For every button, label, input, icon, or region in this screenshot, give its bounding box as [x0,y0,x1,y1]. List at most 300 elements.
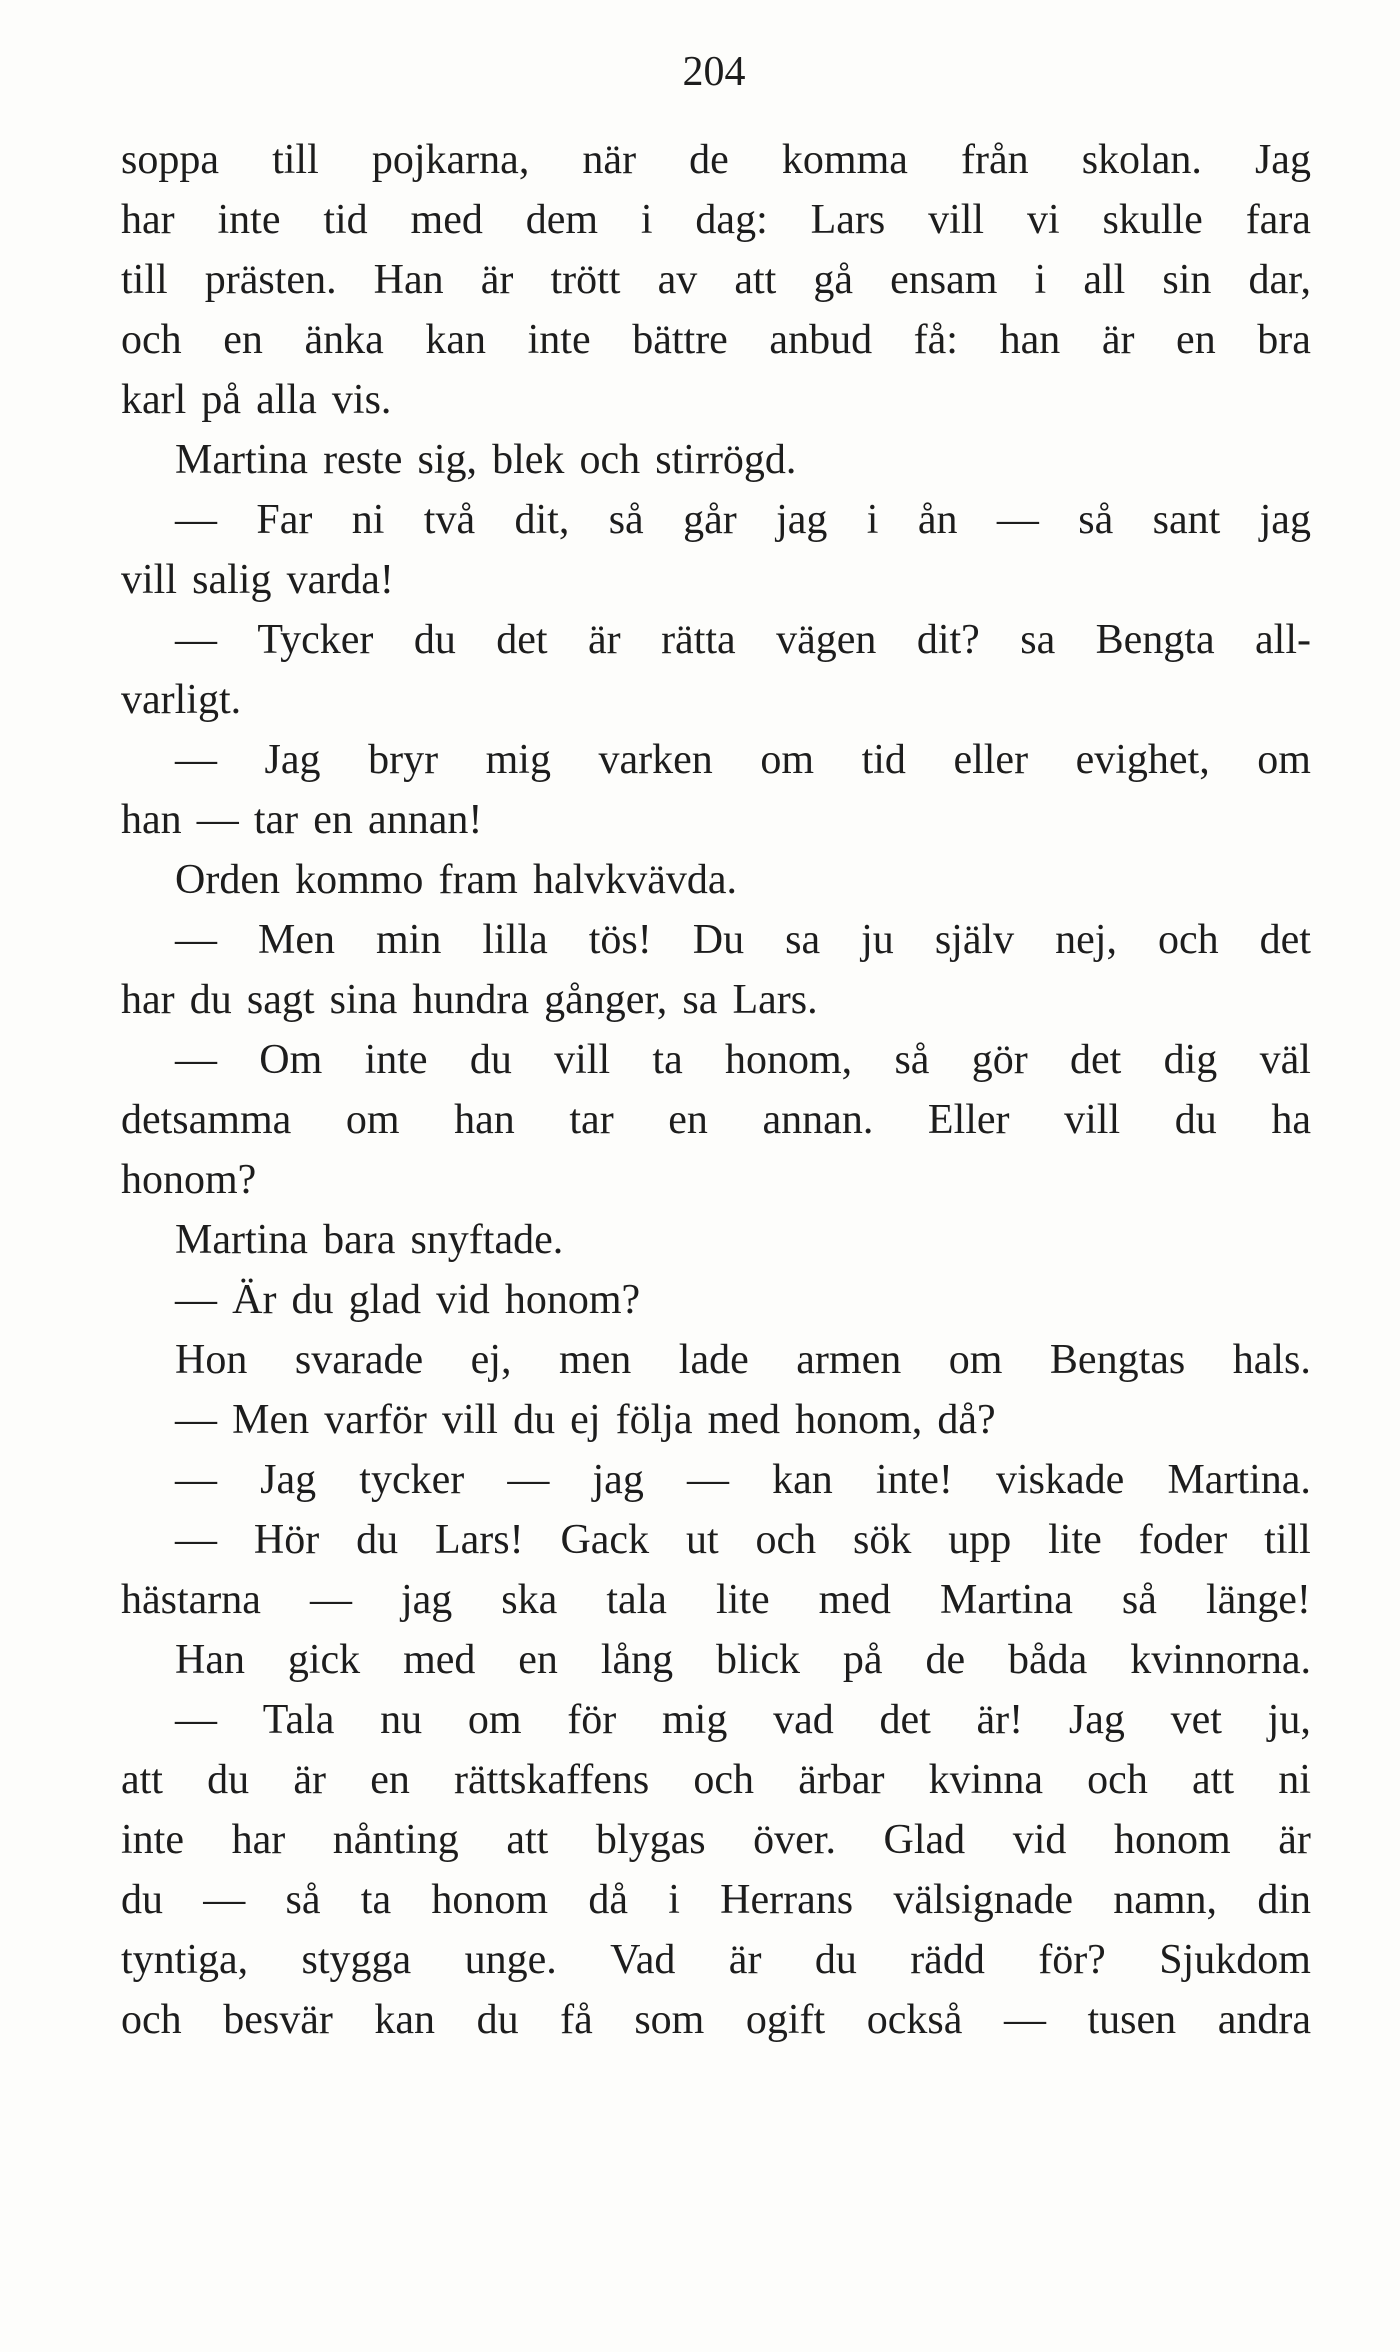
word: min [376,917,442,963]
word: ni [1278,1757,1311,1803]
text-line [121,1270,1311,1330]
word: Vad [610,1937,676,1983]
word: Jag [260,1457,317,1503]
word: vill [441,1397,498,1443]
word: hästarna [121,1577,261,1623]
word: Gack [560,1517,650,1563]
word: Eller [927,1097,1010,1143]
word: lite [715,1577,770,1623]
word: armen [796,1337,902,1383]
word: anbud [769,317,873,363]
word: om [760,737,815,783]
word: och [693,1757,755,1803]
text-line [121,670,1311,730]
text-line [121,1390,1311,1450]
word: fram [438,857,518,903]
word: ån [917,497,958,543]
word: — [175,917,217,963]
word: fara [1245,197,1311,243]
word: Martina [175,1217,308,1263]
word: tyntiga, [121,1937,249,1983]
word: du [1174,1097,1217,1143]
word: lade [678,1337,749,1383]
word: Martina [175,437,308,483]
word: Jag [1068,1697,1125,1743]
text-line [121,1090,1311,1150]
word: Martina. [1167,1457,1311,1503]
word: och [1157,917,1219,963]
text-line [121,130,1311,190]
word: sök [853,1517,912,1563]
word: ta [652,1037,683,1083]
word: namn, [1113,1877,1218,1923]
word: viskade [996,1457,1125,1503]
word: upp [948,1517,1012,1563]
word: på [842,1637,883,1683]
word: annan! [368,797,483,843]
word: inte [364,1037,428,1083]
word: dit, [514,497,570,543]
word: har [121,977,175,1023]
word: blick [716,1637,801,1683]
word: vis. [331,377,392,423]
word: tar [569,1097,614,1143]
word: unge. [464,1937,557,1983]
word: ut [685,1517,719,1563]
word: sin [1162,257,1212,303]
word: det [1259,917,1311,963]
word: Hon [175,1337,248,1383]
text-line [121,910,1311,970]
word: sa [1020,617,1056,663]
word: Jag [264,737,321,783]
word: vill [1064,1097,1121,1143]
word: bara [323,1217,396,1263]
word: vid [1012,1817,1067,1863]
text-line [121,1870,1311,1930]
word: jag [776,497,828,543]
word: i [866,497,879,543]
word: Sjukdom [1159,1937,1311,1983]
word: bryr [368,737,439,783]
word: ta [360,1877,392,1923]
word: kvinnorna. [1130,1637,1311,1683]
word: rättskaffens [454,1757,650,1803]
word: dig [1163,1037,1218,1083]
word: få: [913,317,958,363]
word: varligt. [121,677,242,723]
word: själv [934,917,1015,963]
word: Är [232,1277,277,1323]
word: en [223,317,263,363]
word: till [1264,1517,1311,1563]
word: väl [1259,1037,1311,1083]
word: rädd [910,1937,985,1983]
word: Far [256,497,313,543]
word: hals. [1232,1337,1311,1383]
word: tid [323,197,368,243]
word: från [960,137,1029,183]
word: trött [550,257,621,303]
word: vid [436,1277,490,1323]
word: ha [1271,1097,1311,1143]
word: tala [606,1577,667,1623]
word: vet [1170,1697,1222,1743]
word: men [558,1337,632,1383]
word: till [272,137,319,183]
text-line [121,190,1311,250]
word: och [121,1997,182,2043]
word: med [403,1637,476,1683]
text-line [121,970,1311,1030]
word: — [309,1577,352,1623]
word: honom, [795,1397,923,1443]
word: kan [772,1457,833,1503]
word: Han [175,1637,245,1683]
word: du [476,1997,519,2043]
word: är [1101,317,1135,363]
word: — [175,617,217,663]
text-line [121,1930,1311,1990]
word: stygga [301,1937,412,1983]
word: med [410,197,483,243]
word: så [1121,1577,1157,1623]
word: två [423,497,476,543]
word: Tala [262,1697,335,1743]
word: det [879,1697,931,1743]
word: — [686,1457,729,1503]
word: och [755,1517,817,1563]
word: vi [1026,197,1060,243]
word: sant [1152,497,1221,543]
word: ärbar [798,1757,885,1803]
word: att [506,1817,549,1863]
text-line [121,250,1311,310]
text-line [121,1330,1311,1390]
text-line [121,1570,1311,1630]
word: ej, [470,1337,512,1383]
text-line [121,550,1311,610]
word: du [207,1757,250,1803]
word: följa [615,1397,693,1443]
word: ska [501,1577,558,1623]
word: dit? [916,617,980,663]
word: honom? [121,1157,257,1203]
word: du [356,1517,399,1563]
word: snyftade. [410,1217,564,1263]
word: — [175,497,217,543]
word: varför [324,1397,427,1443]
text-line [121,1750,1311,1810]
word: mig [662,1697,728,1743]
word: då [588,1877,628,1923]
word: varda! [286,557,394,603]
word: om [1257,737,1311,783]
word: du [189,977,232,1023]
word: över. [753,1817,836,1863]
word: ej [570,1397,601,1443]
word: en [668,1097,708,1143]
word: mig [485,737,551,783]
word: Herrans [720,1877,854,1923]
text-line [121,430,1311,490]
word: så [1078,497,1114,543]
word: är [293,1757,326,1803]
word: Orden [175,857,280,903]
word: hundra [412,977,530,1023]
word: all [1083,257,1126,303]
word: har [121,197,175,243]
word: sina [329,977,398,1023]
word: pojkarna, [371,137,530,183]
word: detsamma [121,1097,292,1143]
word: en [370,1757,410,1803]
word: — [507,1457,550,1503]
word: sa [785,917,821,963]
word: lång [600,1637,674,1683]
word: jag [1259,497,1311,543]
word: inte [217,197,281,243]
word: ju [861,917,894,963]
word: nu [380,1697,423,1743]
word: och [1087,1757,1148,1803]
word: Lars. [732,977,818,1023]
word: få [560,1997,593,2043]
word: vad [773,1697,834,1743]
word: är [1278,1817,1311,1863]
word: rätta [661,617,736,663]
word: soppa [121,137,219,183]
word: så [894,1037,930,1083]
text-line [121,1210,1311,1270]
word: prästen. [204,257,337,303]
word: Han [373,257,444,303]
word: alla [256,377,317,423]
word: båda [1008,1637,1088,1683]
word: så [285,1877,321,1923]
word: nånting [332,1817,459,1863]
text-line [121,610,1311,670]
word: skulle [1102,197,1203,243]
word: besvär [223,1997,333,2043]
word: dem [525,197,599,243]
word: — [175,1037,217,1083]
word: i [1034,257,1047,303]
word: bättre [632,317,728,363]
text-line [121,730,1311,790]
word: — [175,1697,217,1743]
word: Tycker [257,617,374,663]
word: sagt [246,977,315,1023]
word: — [1003,1997,1046,2043]
word: ju, [1267,1697,1311,1743]
word: i [640,197,653,243]
word: änka [304,317,384,363]
word: han [454,1097,515,1143]
word: inte! [875,1457,953,1503]
word: — [175,1277,217,1323]
word: du [121,1877,163,1923]
word: du [469,1037,512,1083]
word: inte [527,317,591,363]
text-line [121,1450,1311,1510]
text-line [121,1030,1311,1090]
word: de [925,1637,966,1683]
word: Men [258,917,336,963]
word: Lars [810,197,886,243]
text-line [121,790,1311,850]
word: en [313,797,353,843]
word: det [496,617,548,663]
word: du [513,1397,556,1443]
word: vill [554,1037,611,1083]
word: — [203,1877,246,1923]
word: är! [976,1697,1024,1743]
word: stirrögd. [655,437,797,483]
text-line [121,1690,1311,1750]
word: är [588,617,621,663]
word: du [814,1937,857,1983]
word: Bengta [1095,617,1215,663]
word: har [231,1817,286,1863]
word: lilla [482,917,548,963]
word: Men [232,1397,310,1443]
word: bra [1257,317,1311,363]
word: sig, [417,437,477,483]
word: Hör [253,1517,320,1563]
word: tycker [359,1457,465,1503]
word: om [467,1697,522,1743]
word: med [707,1397,780,1443]
word: annan. [762,1097,874,1143]
text-line [121,490,1311,550]
word: av [657,257,698,303]
word: — [996,497,1039,543]
word: som [634,1997,705,2043]
word: honom, [725,1037,853,1083]
word: evighet, [1075,737,1210,783]
word: kan [425,317,487,363]
word: Lars! [434,1517,524,1563]
word: honom? [504,1277,641,1323]
word: reste [323,437,403,483]
word: ogift [745,1997,826,2043]
word: foder [1138,1517,1228,1563]
text-line [121,1990,1311,2050]
word: en [1176,317,1216,363]
word: jag [400,1577,453,1623]
word: de [689,137,729,183]
word: ensam [890,257,998,303]
word: svarade [294,1337,424,1383]
word: för [567,1697,617,1743]
word: länge! [1205,1577,1311,1623]
word: eller [953,737,1029,783]
word: att [1192,1757,1234,1803]
word: dag: [695,197,768,243]
word: gånger, [544,977,668,1023]
word: kvinna [928,1757,1043,1803]
word: karl [121,377,187,423]
word: glad [348,1277,421,1323]
text-line [121,310,1311,370]
text-line [121,1510,1311,1570]
word: du [413,617,456,663]
word: det [1070,1037,1122,1083]
word: han [121,797,182,843]
word: när [582,137,637,183]
word: tid [861,737,906,783]
word: — [175,1457,217,1503]
word: inte [121,1817,184,1863]
word: en [518,1637,558,1683]
word: om [948,1337,1003,1383]
word: all- [1255,617,1311,663]
word: tös! [588,917,652,963]
word: Martina [939,1577,1073,1623]
word: och [579,437,641,483]
word: för? [1038,1937,1106,1983]
word: också [866,1997,963,2043]
word: blek [492,437,565,483]
word: gå [813,257,854,303]
word: att [734,257,777,303]
word: i [668,1877,680,1923]
word: då? [937,1397,996,1443]
word: ni [351,497,385,543]
word: Glad [883,1817,966,1863]
word: lite [1048,1517,1102,1563]
word: vill [121,557,178,603]
word: komma [781,137,908,183]
word: tar [253,797,299,843]
word: kan [374,1997,436,2043]
word: med [818,1577,891,1623]
word: kommo [295,857,424,903]
word: varken [598,737,713,783]
word: — [175,737,217,783]
word: välsignade [893,1877,1073,1923]
body-text [121,130,1311,2050]
word: — [175,1397,217,1443]
word: på [201,377,242,423]
word: nej, [1055,917,1117,963]
word: går [683,497,737,543]
word: dar, [1248,257,1311,303]
word: honom [431,1877,549,1923]
word: vill [928,197,985,243]
word: din [1257,1877,1311,1923]
page-number: 204 [682,49,746,95]
word: Jag [1254,137,1311,183]
word: Bengtas [1049,1337,1186,1383]
word: andra [1217,1997,1311,2043]
text-line [121,1150,1311,1210]
word: så [608,497,644,543]
word: sa [682,977,718,1023]
word: är [480,257,514,303]
word: att [121,1757,163,1803]
text-line [121,370,1311,430]
word: honom [1114,1817,1231,1863]
word: du [291,1277,334,1323]
word: gör [971,1037,1028,1083]
word: jag [592,1457,644,1503]
word: salig [192,557,272,603]
word: vägen [776,617,877,663]
word: — [196,797,239,843]
word: Om [259,1037,323,1083]
